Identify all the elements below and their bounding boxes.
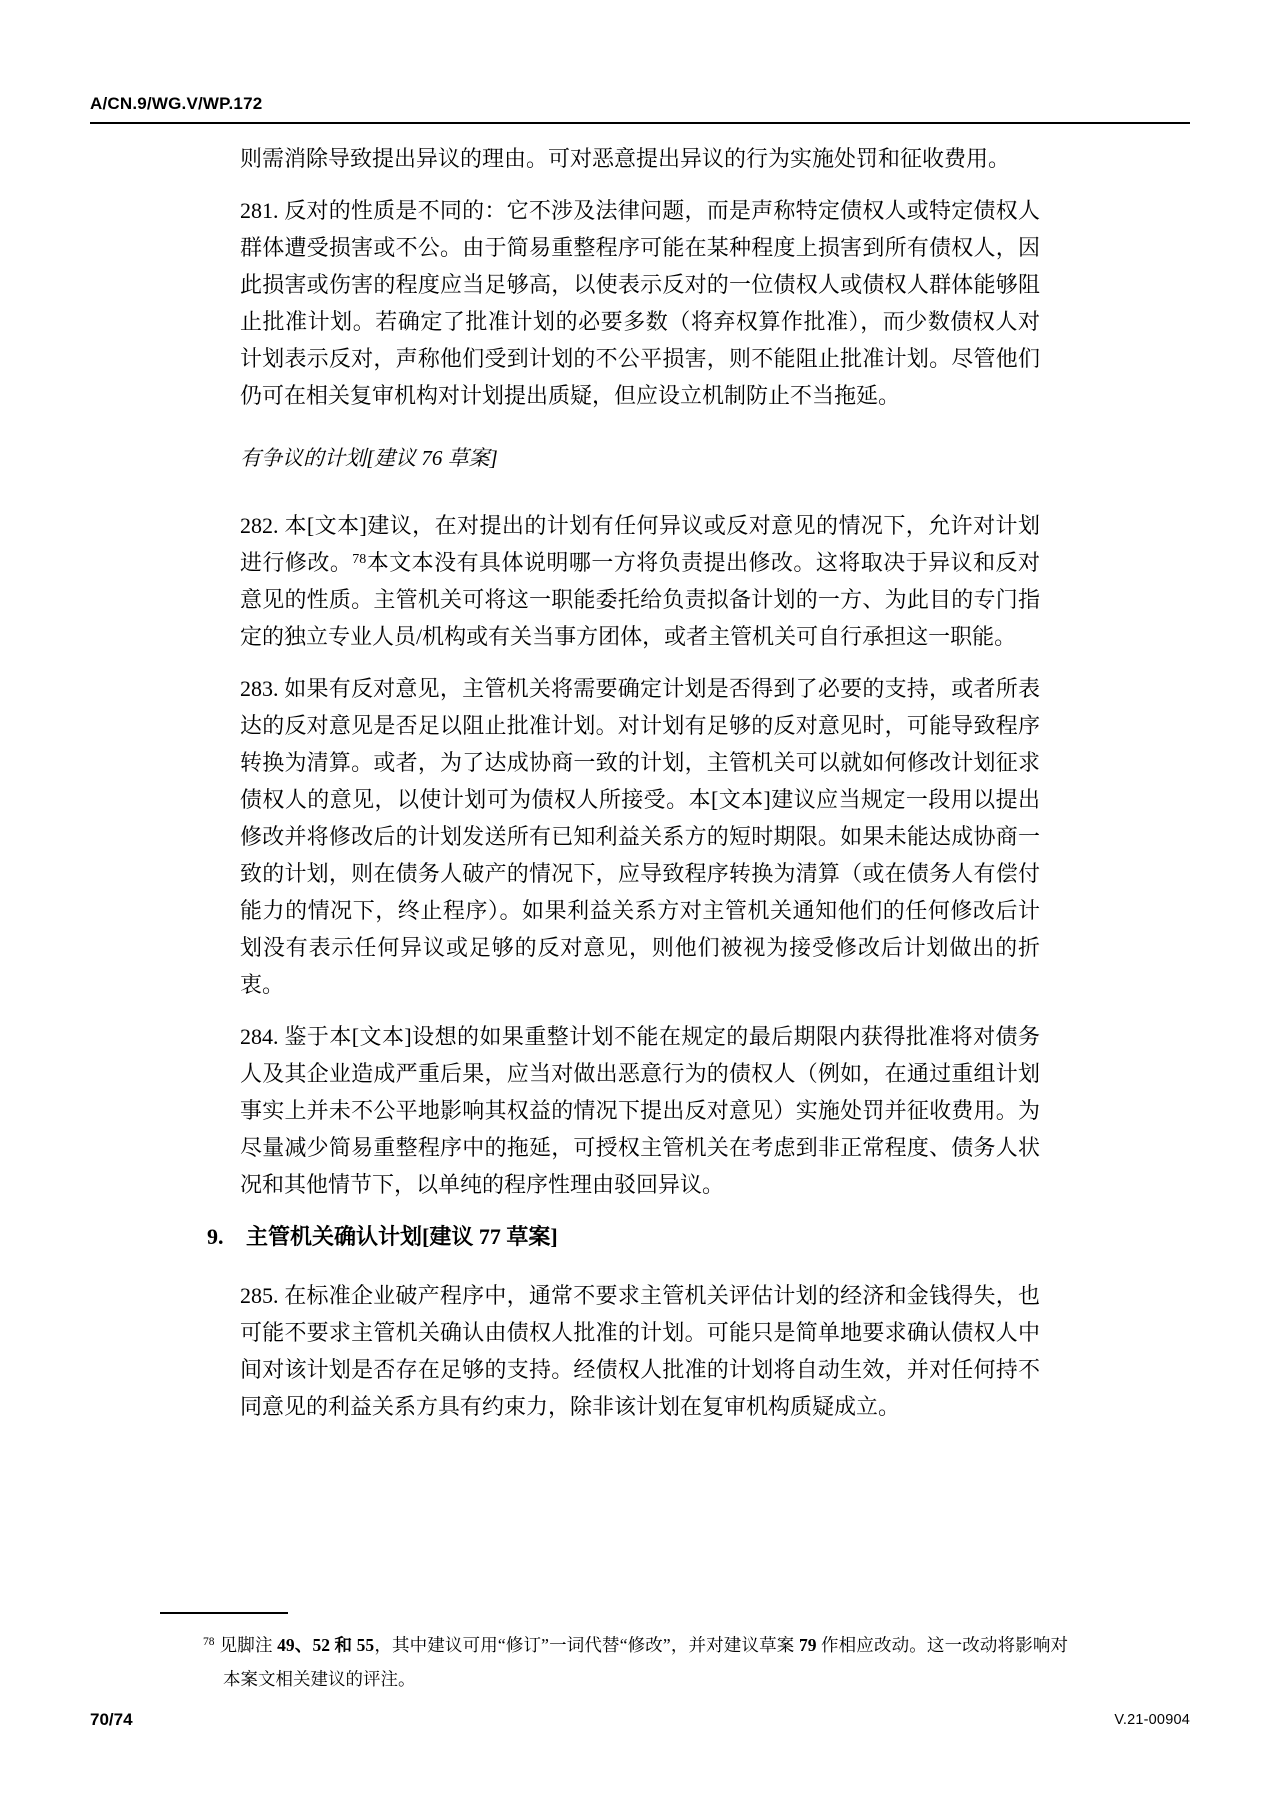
paragraph-continued: 则需消除导致提出异议的理由。可对恶意提出异议的行为实施处罚和征收费用。	[240, 146, 1011, 171]
paragraph-283: 283. 如果有反对意见，主管机关将需要确定计划是否得到了必要的支持，或者所表达的反对意见是否足以阻止批准计划。对计划有足够的反对意见时，可能导致程序转换为清算。或者，为了达成协商一致的计划，主管机关可以就如何修改计划征求债权人的意见，以使计划可为债权人所接受。本[文本]建议应当规定一段用以提出修改并将修改后的计划发送所有已知利益关系方的短时期限。如果未能达成协商一致的计划，则在债务人破产的情况下，应导致程序转换为清算（或在债务人有偿付能力的情况下，终止程序）。如果利益关系方对主管机关通知他们的任何修改后计划没有表示任何异议或足够的反对意见，则他们被视为接受修改后计划做出的折衷。	[240, 676, 1040, 997]
doc-symbol: A/CN.9/WG.V/WP.172	[90, 94, 263, 113]
footnote-78-text-3: 作相应改动。这一改动将影响对本案文相关建议的评注。	[223, 1635, 1069, 1689]
section-9-number: 9.	[207, 1224, 224, 1249]
footnote-78-reference: 78	[352, 552, 367, 567]
footnote-78-bold-refs: 49、52 和 55	[277, 1635, 375, 1655]
footnote-78-text-1: 见脚注	[219, 1635, 278, 1655]
footer-page-number: 70/74	[90, 1710, 133, 1729]
paragraph-282-text-post: 本文本没有具体说明哪一方将负责提出修改。这将取决于异议和反对意见的性质。主管机关可将这一职能委托给负责拟备计划的一方、为此目的专门指定的独立专业人员/机构或有关当事方团体，或者主管机关可自行承担这一职能。	[240, 550, 1040, 649]
paragraph-282	[240, 507, 1040, 655]
section-9-heading	[207, 1218, 1040, 1255]
paragraph-281: 281. 反对的性质是不同的：它不涉及法律问题，而是声称特定债权人或特定债权人群体遭受损害或不公。由于简易重整程序可能在某种程度上损害到所有债权人，因此损害或伤害的程度应当足够高，以使表示反对的一位债权人或债权人群体能够阻止批准计划。若确定了批准计划的必要多数（将弃权算作批准），而少数债权人对计划表示反对，声称他们受到计划的不公平损害，则不能阻止批准计划。尽管他们仍可在相关复审机构对计划提出质疑，但应设立机制防止不当拖延。	[240, 198, 1040, 408]
paragraph-284: 284. 鉴于本[文本]设想的如果重整计划不能在规定的最后期限内获得批准将对债务人及其企业造成严重后果，应当对做出恶意行为的债权人（例如，在通过重组计划事实上并未不公平地影响其权益的情况下提出反对意见）实施处罚并征收费用。为尽量减少简易重整程序中的拖延，可授权主管机关在考虑到非正常程度、债务人状况和其他情节下，以单纯的程序性理由驳回异议。	[240, 1024, 1040, 1197]
paragraph-285: 285. 在标准企业破产程序中，通常不要求主管机关评估计划的经济和金钱得失，也可能不要求主管机关确认由债权人批准的计划。可能只是简单地要求确认债权人中间对该计划是否存在足够的支持。经债权人批准的计划将自动生效，并对任何持不同意见的利益关系方具有约束力，除非该计划在复审机构质疑成立。	[240, 1283, 1040, 1419]
section-9-title: 主管机关确认计划[建议 77 草案]	[246, 1224, 558, 1249]
footnote-78-text-2: ，其中建议可用“修订”一词代替“修改”，并对建议草案	[374, 1635, 799, 1655]
subheading-disputed-plan: 有争议的计划[建议 76 草案]	[240, 446, 498, 470]
footnote-78-bold-draft: 79	[798, 1635, 817, 1655]
footnote-separator	[160, 1612, 288, 1614]
footnote-78	[203, 1630, 1068, 1695]
paragraph-282-text-pre: 282. 本[文本]建议，在对提出的计划有任何异议或反对意见的情况下，允许对计划进行修改。	[240, 513, 1040, 575]
header-rule	[90, 122, 1190, 124]
document-body	[207, 140, 1040, 1440]
footnote-78-marker: 78	[203, 1636, 215, 1648]
footer-doc-code: V.21-00904	[1114, 1712, 1190, 1728]
